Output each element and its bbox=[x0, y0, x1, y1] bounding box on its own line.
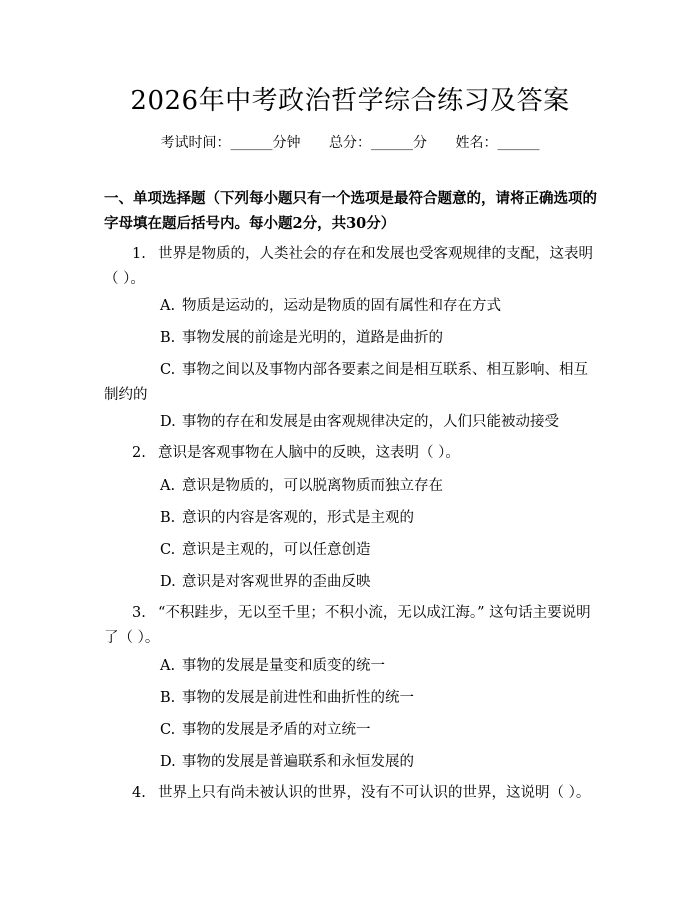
option-1a bbox=[104, 294, 598, 319]
option-text: 事物的发展是前进性和曲折性的统一 bbox=[182, 690, 414, 706]
question-text: 世界上只有尚未被认识的世界，没有不可认识的世界，这说明（ ）。 bbox=[158, 785, 591, 801]
section-heading: 一、单项选择题（下列每小题只有一个选项是最符合题意的，请将正确选项的字母填在题后括号内。每小题2分，共30分） bbox=[104, 190, 597, 232]
option-text: 事物发展的前途是光明的，道路是曲折的 bbox=[182, 330, 443, 346]
question-text: 意识是客观事物在人脑中的反映，这表明（ ）。 bbox=[158, 445, 460, 461]
question-4 bbox=[104, 781, 598, 806]
option-letter: C. bbox=[160, 542, 176, 558]
option-3d bbox=[104, 750, 598, 775]
option-text: 意识是对客观世界的歪曲反映 bbox=[182, 574, 371, 590]
option-3c bbox=[104, 718, 598, 743]
question-number: 1. bbox=[132, 246, 146, 262]
option-letter: D. bbox=[160, 574, 176, 590]
option-text: 事物的存在和发展是由客观规律决定的，人们只能被动接受 bbox=[182, 414, 559, 430]
option-2b bbox=[104, 506, 598, 531]
option-text: 事物之间以及事物内部各要素之间是相互联系、相互影响、相互制约的 bbox=[104, 362, 588, 403]
question-3 bbox=[104, 601, 598, 651]
option-letter: C. bbox=[160, 362, 176, 378]
option-letter: A. bbox=[160, 478, 176, 494]
question-2 bbox=[104, 441, 598, 466]
question-text: “不积跬步，无以至千里；不积小流，无以成江海。” 这句话主要说明了（ ）。 bbox=[104, 605, 591, 646]
option-text: 物质是运动的，运动是物质的固有属性和存在方式 bbox=[182, 298, 501, 314]
option-letter: B. bbox=[160, 510, 176, 526]
option-text: 意识是物质的，可以脱离物质而独立存在 bbox=[182, 478, 443, 494]
option-2c bbox=[104, 538, 598, 563]
option-text: 事物的发展是量变和质变的统一 bbox=[182, 658, 385, 674]
option-letter: C. bbox=[160, 722, 176, 738]
question-number: 4. bbox=[132, 785, 146, 801]
option-letter: D. bbox=[160, 754, 176, 770]
page-title: 2026年中考政治哲学综合练习及答案 bbox=[130, 86, 570, 116]
option-letter: A. bbox=[160, 298, 176, 314]
question-text: 世界是物质的，人类社会的存在和发展也受客观规律的支配，这表明（ ）。 bbox=[104, 246, 593, 287]
option-text: 事物的发展是矛盾的对立统一 bbox=[182, 722, 371, 738]
option-1d bbox=[104, 410, 598, 435]
option-text: 意识的内容是客观的，形式是主观的 bbox=[182, 510, 414, 526]
option-text: 事物的发展是普遍联系和永恒发展的 bbox=[182, 754, 414, 770]
question-1 bbox=[104, 242, 598, 292]
exam-time-field: 考试时间：______分钟 bbox=[160, 135, 301, 151]
option-3a bbox=[104, 654, 598, 679]
option-letter: D. bbox=[160, 414, 176, 430]
option-1b bbox=[104, 326, 598, 351]
option-letter: B. bbox=[160, 330, 176, 346]
option-letter: B. bbox=[160, 690, 176, 706]
option-1c bbox=[104, 358, 598, 408]
question-number: 2. bbox=[132, 445, 146, 461]
total-score-field: 总分：______分 bbox=[329, 135, 427, 151]
student-name-field: 姓名：______ bbox=[455, 135, 540, 151]
option-letter: A. bbox=[160, 658, 176, 674]
option-3b bbox=[104, 686, 598, 711]
option-2d bbox=[104, 570, 598, 595]
option-2a bbox=[104, 474, 598, 499]
question-number: 3. bbox=[132, 605, 146, 621]
option-text: 意识是主观的，可以任意创造 bbox=[182, 542, 371, 558]
exam-info-line bbox=[0, 132, 700, 152]
